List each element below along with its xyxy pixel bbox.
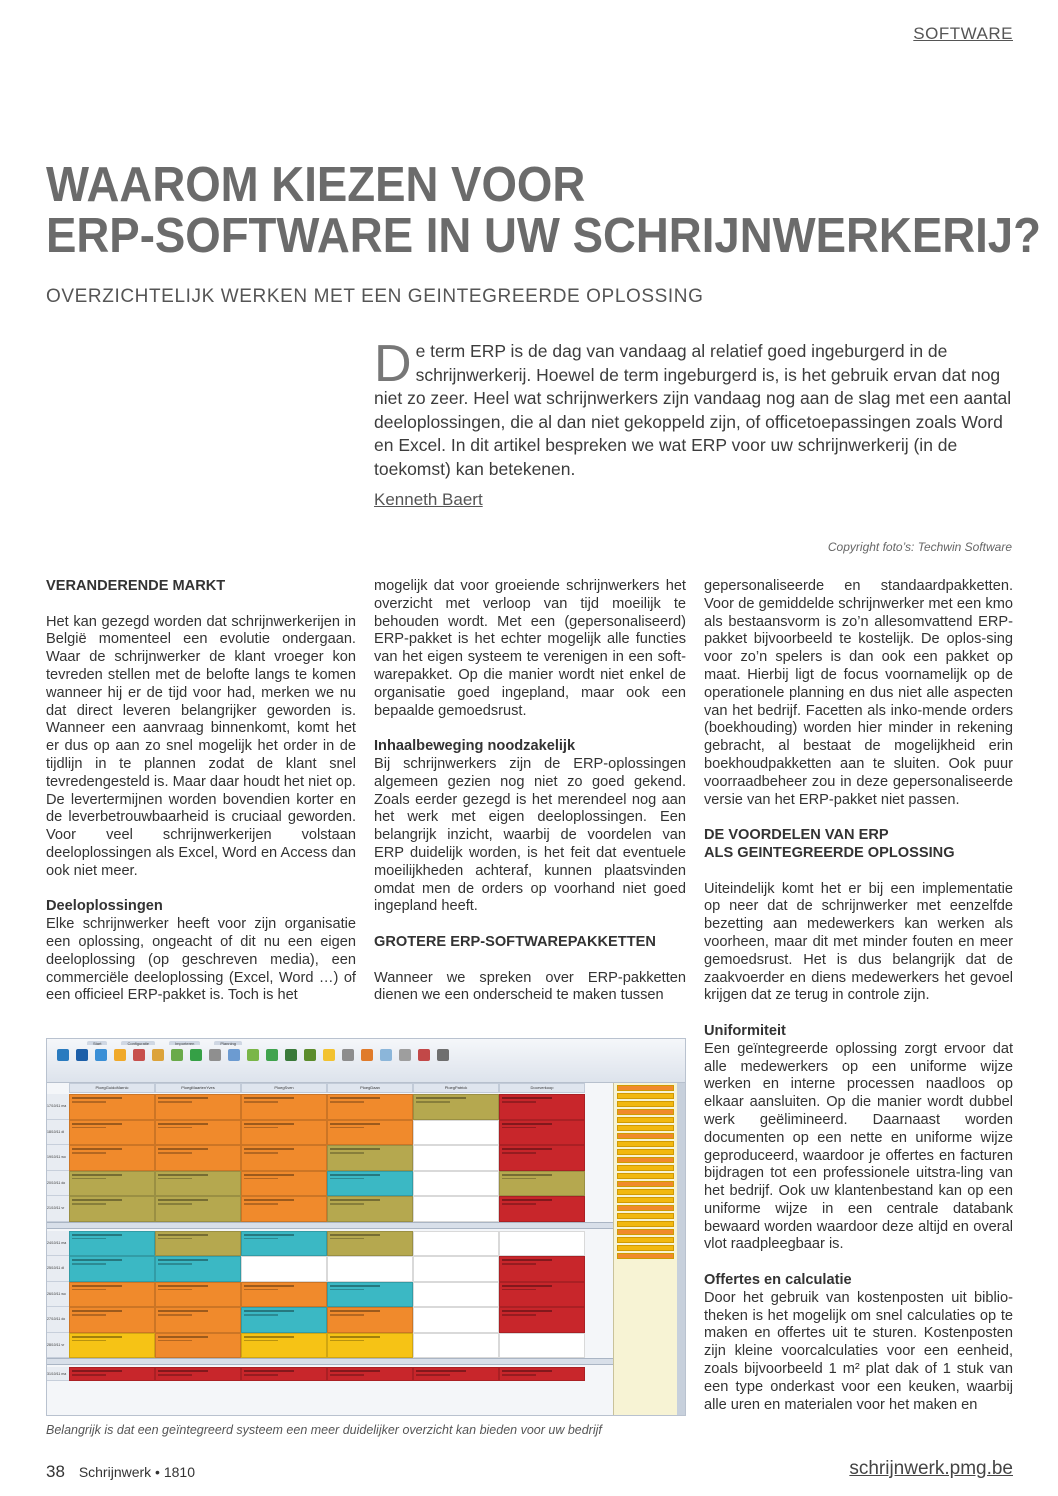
planning-cell[interactable]	[69, 1094, 155, 1120]
ribbon-button-icon[interactable]	[209, 1049, 221, 1061]
planning-cell[interactable]	[327, 1256, 413, 1282]
day-row-label: 27/10/11 do	[47, 1307, 69, 1333]
unplanned-order-item[interactable]	[617, 1133, 674, 1139]
planning-cell[interactable]	[499, 1256, 585, 1282]
planning-cell[interactable]	[327, 1282, 413, 1308]
planning-cell[interactable]	[69, 1231, 155, 1257]
planning-cell[interactable]	[155, 1094, 241, 1120]
planning-cell[interactable]	[155, 1333, 241, 1359]
unplanned-order-item[interactable]	[617, 1165, 674, 1171]
ribbon-button-icon[interactable]	[361, 1049, 373, 1061]
planning-cell[interactable]	[155, 1307, 241, 1333]
column-3	[704, 578, 1013, 1414]
paragraph: Een geïntegreerde oplossing zorgt ervoor dat alle medewerkers op een uniforme wijze werken en interne processen naadloos op elkaar aansluiten. Op die manier wordt dubbel werk geëlimineerd. Daarnaast worden documenten op een nette en uniforme wijze geproduceerd, waardoor je offertes en facturen bijdragen tot een professionele uitstra-ling van het bedrijf. Ook uw klantenbestand kan op een uniforme wijze in een centrale databank bewaard worden waardoor deze altijd en overal vlot raadpleegbaar is.	[704, 1040, 1013, 1253]
planning-cell[interactable]	[499, 1307, 585, 1333]
ribbon-button-icon[interactable]	[133, 1049, 145, 1061]
drop-cap: D	[374, 335, 412, 393]
planning-cell[interactable]	[413, 1120, 499, 1146]
unplanned-order-item[interactable]	[617, 1149, 674, 1155]
heading-deeloplossingen: Deeloplossingen	[46, 898, 163, 915]
ribbon-tabs	[47, 1039, 685, 1047]
ribbon-buttons	[47, 1047, 685, 1063]
planning-cell[interactable]	[241, 1094, 327, 1120]
planning-cell[interactable]	[327, 1171, 413, 1197]
day-row-label: 20/10/11 do	[47, 1171, 69, 1197]
planning-cell[interactable]	[413, 1196, 499, 1222]
ribbon-tab[interactable]: Planning	[214, 1041, 242, 1045]
photo-copyright: Copyright foto’s: Techwin Software	[827, 540, 1012, 554]
planning-cell[interactable]	[413, 1307, 499, 1333]
team-column-header: PloegPatrick	[413, 1083, 499, 1093]
ribbon-button-icon[interactable]	[76, 1049, 88, 1061]
headline	[46, 158, 1041, 263]
planning-cell[interactable]	[241, 1231, 327, 1257]
unplanned-order-item[interactable]	[617, 1173, 674, 1179]
paragraph: Het kan gezegd worden dat schrijnwerkerijen in België momenteel een evolutie ondergaan. Waar de schrijnwerker de klant vroeger kon tevreden stellen met de belofte langs te komen wanneer hij er de tijd voor had, merken we nu dat direct leveren belangrijker geworden is. Wanneer een aanvraag binnenkomt, komt het er dus op aan zo snel mogelijk het order in de tijdlijn in te plannen zodat de klant snel tevredengesteld is. Maar daar houdt het niet op. De levertermijnen worden bovendien korter en de leverbetrouwbaarheid is cruciaal geworden. Voor veel schrijnwerkerijen volstaan deeloplossingen als Excel, Word en Access dan ook niet meer.	[46, 613, 356, 879]
heading-inhaalbeweging: Inhaalbeweging noodzakelijk	[374, 738, 576, 755]
unplanned-order-item[interactable]	[617, 1237, 674, 1243]
planning-cell[interactable]	[155, 1171, 241, 1197]
heading-offertes-calculatie: Offertes en calculatie	[704, 1272, 852, 1289]
ribbon-tab[interactable]: Importeren	[169, 1041, 200, 1045]
planning-cell[interactable]	[413, 1367, 499, 1381]
figure-caption: Belangrijk is dat een geïntegreerd systeem een meer duidelijker overzicht kan bieden voor uw bedrijf	[46, 1423, 602, 1437]
planning-cell[interactable]	[69, 1171, 155, 1197]
unplanned-order-item[interactable]	[617, 1181, 674, 1187]
planning-cell[interactable]	[69, 1307, 155, 1333]
planning-cell[interactable]	[499, 1171, 585, 1197]
heading-voordelen-erp: DE VOORDELEN VAN ERP	[704, 827, 889, 844]
unplanned-order-item[interactable]	[617, 1125, 674, 1131]
planning-cell[interactable]	[241, 1120, 327, 1146]
planning-cell[interactable]	[499, 1196, 585, 1222]
planning-cell[interactable]	[241, 1307, 327, 1333]
team-column-header: PloegDaan	[327, 1083, 413, 1093]
intro-text: e term ERP is de dag van vandaag al relatief goed ingeburgerd in de schrijnwerkerij. Hoewel de term ingeburgerd is, is het gebruik ervan dat nog niet zo zeer. Heel wat schrijnwerkers zijn vandaag nog aan de slag met een aantal deeloplossingen, die al dan niet gekoppeld zijn, of officetoepassingen zoals Word en Excel. In dit artikel bespreken we wat ERP voor uw schrijnwerkerij (in de toekomst) kan betekenen.	[374, 341, 1012, 479]
planning-cell[interactable]	[499, 1094, 585, 1120]
planning-cell[interactable]	[155, 1256, 241, 1282]
planning-cell[interactable]	[241, 1256, 327, 1282]
planning-cell[interactable]	[499, 1367, 585, 1381]
planning-cell[interactable]	[155, 1196, 241, 1222]
unplanned-order-item[interactable]	[617, 1197, 674, 1203]
unplanned-order-item[interactable]	[617, 1189, 674, 1195]
planning-cell[interactable]	[413, 1171, 499, 1197]
ribbon-tab[interactable]: Configuratie	[121, 1041, 155, 1045]
planning-cell[interactable]	[327, 1231, 413, 1257]
ribbon-tab[interactable]: Start	[87, 1041, 107, 1045]
unplanned-order-item[interactable]	[617, 1205, 674, 1211]
planning-cell[interactable]	[241, 1333, 327, 1359]
headline-line-1: WAAROM KIEZEN VOOR	[46, 158, 586, 212]
planning-cell[interactable]	[241, 1196, 327, 1222]
planning-cell[interactable]	[69, 1196, 155, 1222]
ribbon-button-icon[interactable]	[266, 1049, 278, 1061]
ribbon-button-icon[interactable]	[114, 1049, 126, 1061]
ribbon-button-icon[interactable]	[228, 1049, 240, 1061]
erp-planning-screenshot	[46, 1038, 686, 1416]
planning-cell[interactable]	[69, 1367, 155, 1381]
heading-veranderende-markt: VERANDERENDE MARKT	[46, 578, 226, 594]
planning-cell[interactable]	[413, 1231, 499, 1257]
unplanned-order-item[interactable]	[617, 1117, 674, 1123]
heading-grotere-erp: GROTERE ERP-SOFTWAREPAKKETTEN	[374, 933, 656, 950]
website-link[interactable]: schrijnwerk.pmg.be	[849, 1458, 1013, 1479]
ribbon-button-icon[interactable]	[418, 1049, 430, 1061]
ribbon-button-icon[interactable]	[323, 1049, 335, 1061]
planning-cell[interactable]	[155, 1282, 241, 1308]
day-row-label: 21/10/11 vr	[47, 1196, 69, 1222]
team-column-header: PloegGuidoMarnic	[69, 1083, 155, 1093]
ribbon-button-icon[interactable]	[342, 1049, 354, 1061]
column-2	[374, 578, 686, 1005]
day-row-label: 25/10/11 di	[47, 1256, 69, 1282]
planning-cell[interactable]	[241, 1367, 327, 1381]
planning-cell[interactable]	[327, 1120, 413, 1146]
planning-cell[interactable]	[327, 1094, 413, 1120]
planning-cell[interactable]	[499, 1282, 585, 1308]
heading-geintegreerde-oplossing: ALS GEINTEGREERDE OPLOSSING	[704, 844, 955, 861]
unplanned-order-item[interactable]	[617, 1221, 674, 1227]
subtitle: OVERZICHTELIJK WERKEN MET EEN GEINTEGREERDE OPLOSSING	[46, 286, 704, 307]
planning-cell[interactable]	[499, 1231, 585, 1257]
day-row-label: 18/10/11 di	[47, 1120, 69, 1146]
day-row-label: 31/10/11 ma	[47, 1367, 69, 1381]
day-row-label: 26/10/11 wo	[47, 1282, 69, 1308]
paragraph: Bij schrijnwerkers zijn de ERP-oplossingen algemeen gezien nog niet zo goed gekend. Zoals eerder gezegd is het merendeel nog aan het werk met eigen deeloplossingen. Een belangrijk inzicht, waarbij de voordelen van ERP duidelijk worden, is het feit dat eventuele moeilijkheden achteraf, kunnen plaatsvinden omdat men de orders op voorhand niet goed ingepland heeft.	[374, 755, 686, 915]
unplanned-order-item[interactable]	[617, 1109, 674, 1115]
planning-cell[interactable]	[499, 1333, 585, 1359]
magazine-issue: Schrijnwerk • 1810	[78, 1464, 195, 1480]
team-column-header: PloegSven	[241, 1083, 327, 1093]
ribbon-button-icon[interactable]	[437, 1049, 449, 1061]
planning-cell[interactable]	[241, 1171, 327, 1197]
unplanned-order-item[interactable]	[617, 1141, 674, 1147]
planning-cell[interactable]	[155, 1145, 241, 1171]
planning-cell[interactable]	[413, 1094, 499, 1120]
unplanned-order-item[interactable]	[617, 1245, 674, 1251]
planning-cell[interactable]	[69, 1120, 155, 1146]
week-separator	[47, 1358, 613, 1365]
ribbon-button-icon[interactable]	[247, 1049, 259, 1061]
heading-uniformiteit: Uniformiteit	[704, 1022, 786, 1039]
day-row-label: 17/10/11 ma	[47, 1094, 69, 1120]
ribbon-toolbar	[47, 1039, 685, 1083]
planning-cell[interactable]	[155, 1367, 241, 1381]
paragraph: gepersonaliseerde en standaardpakketten. Voor de gemiddelde schrijnwerker met een kmo als bestaansvorm is zo’n allesomvattend ERP-pakket bijvoorbeeld te kostelijk. De oplos-sing voor zo’n spelers is dan ook een pakket op maat. Hierbij ligt de focus voornamelijk op de operationele planning en dus niet alle aspecten van het bedrijf. Facetten als inko-mende orders (boekhouding) worden hier minder in rekening gebracht, al bestaat de mogelijkheid erin boekhoudpakketten aan te sluiten. Ook puur voorraadbeheer zou in deze gepersonaliseerde versie van het ERP-pakket niet passen.	[704, 578, 1013, 808]
ribbon-button-icon[interactable]	[95, 1049, 107, 1061]
planning-cell[interactable]	[413, 1282, 499, 1308]
paragraph: Uiteindelijk komt het er bij een implementatie op neer dat de schrijnwerker met eenzelfde bezetting aan medewerkers kan werken als voorheen, maar dit met minder fouten en meer gemoedsrust. Het is dus belangrijk dat de zaakvoerder en diens medewerkers het gevoel krijgen dat ze terug in controle zijn.	[704, 880, 1013, 1004]
paragraph: Elke schrijnwerker heeft voor zijn organisatie een oplossing, ongeacht of dit nu een eigen deeloplossing (op geschreven media), een commerciële deeloplossing (Excel, Word …) of een officieel ERP-pakket is. Toch is het	[46, 916, 356, 1004]
planning-cell[interactable]	[499, 1120, 585, 1146]
page-number: 38	[46, 1462, 65, 1481]
ribbon-button-icon[interactable]	[380, 1049, 392, 1061]
day-row-label: 28/10/11 vr	[47, 1333, 69, 1359]
planning-cell[interactable]	[413, 1333, 499, 1359]
day-row-label: 19/10/11 wo	[47, 1145, 69, 1171]
unplanned-order-item[interactable]	[617, 1101, 674, 1107]
planning-cell[interactable]	[241, 1282, 327, 1308]
unplanned-order-item[interactable]	[617, 1157, 674, 1163]
planning-cell[interactable]	[413, 1145, 499, 1171]
planning-cell[interactable]	[327, 1367, 413, 1381]
ribbon-button-icon[interactable]	[304, 1049, 316, 1061]
unplanned-order-item[interactable]	[617, 1085, 674, 1091]
ribbon-button-icon[interactable]	[57, 1049, 69, 1061]
planning-cell[interactable]	[69, 1333, 155, 1359]
ribbon-button-icon[interactable]	[285, 1049, 297, 1061]
paragraph: Door het gebruik van kostenposten uit biblio-theken is het mogelijk om snel calculaties op te maken en offertes uit te sturen. Kostenposten zijn kleine voorcalculaties voor een eenheid, zoals bijvoorbeeld 1 m² plat dak of 1 stuk van een type onderkast voor een keuken, waarbij alle uren en materialen voor het maken en	[704, 1289, 1013, 1413]
paragraph: Wanneer we spreken over ERP-pakketten dienen we een onderscheid te maken tussen	[374, 969, 686, 1004]
planning-cell[interactable]	[327, 1307, 413, 1333]
unplanned-order-item[interactable]	[617, 1213, 674, 1219]
planning-cell[interactable]	[241, 1145, 327, 1171]
unplanned-order-item[interactable]	[617, 1253, 674, 1259]
intro-paragraph	[374, 335, 1016, 481]
paragraph: mogelijk dat voor groeiende schrijnwerkers het overzicht met verloop van tijd moeilijk te behouden wordt. Met een (gepersonaliseerd) ERP-pakket is het echter mogelijk alle functies van het eigen systeem te verenigen in een soft-warepakket. Op die manier wordt niet enkel de organisatie goed ingepland, maar ook een bepaalde gemoedsrust.	[374, 578, 686, 719]
planning-cell[interactable]	[327, 1196, 413, 1222]
day-row-label: 24/10/11 ma	[47, 1231, 69, 1257]
unplanned-order-item[interactable]	[617, 1093, 674, 1099]
team-column-header: Doorverkoop	[499, 1083, 585, 1093]
planning-cell[interactable]	[155, 1120, 241, 1146]
ribbon-button-icon[interactable]	[399, 1049, 411, 1061]
planning-cell[interactable]	[327, 1333, 413, 1359]
planning-cell[interactable]	[413, 1256, 499, 1282]
section-tag: SOFTWARE	[913, 24, 1013, 43]
column-1	[46, 578, 356, 1005]
planning-cell[interactable]	[499, 1145, 585, 1171]
planning-cell[interactable]	[327, 1145, 413, 1171]
planning-grid	[47, 1083, 613, 1416]
scrollbar	[677, 1083, 686, 1416]
planning-cell[interactable]	[69, 1145, 155, 1171]
planning-cell[interactable]	[69, 1256, 155, 1282]
author-byline: Kenneth Baert	[374, 490, 483, 509]
planning-cell[interactable]	[155, 1231, 241, 1257]
team-column-header: PloegMaartenYves	[155, 1083, 241, 1093]
ribbon-button-icon[interactable]	[152, 1049, 164, 1061]
planning-cell[interactable]	[69, 1282, 155, 1308]
planning-sidebar	[613, 1083, 677, 1416]
week-separator	[47, 1222, 613, 1229]
ribbon-button-icon[interactable]	[171, 1049, 183, 1061]
ribbon-button-icon[interactable]	[190, 1049, 202, 1061]
headline-line-2: ERP-SOFTWARE IN UW SCHRIJNWERKERIJ?	[46, 209, 1041, 263]
footer-left	[46, 1462, 195, 1482]
unplanned-order-item[interactable]	[617, 1229, 674, 1235]
